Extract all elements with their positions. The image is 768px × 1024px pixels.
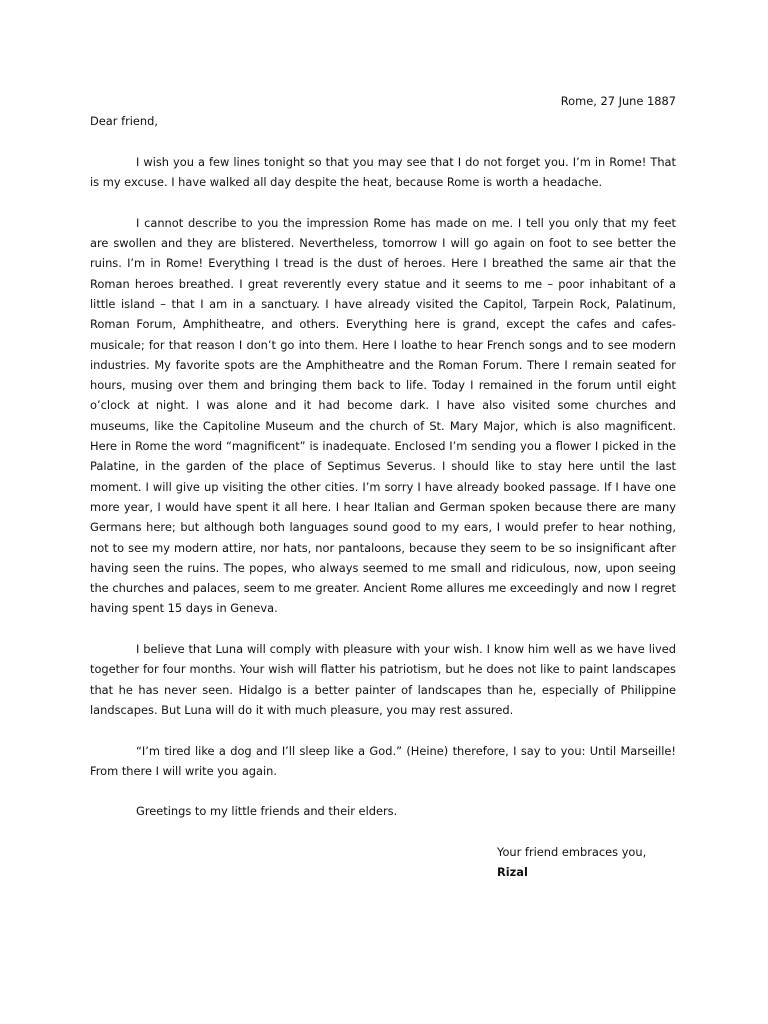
letter-paragraph-4: “I’m tired like a dog and I’ll sleep like a God.” (Heine) therefore, I say to you: Until Marseille! From there I will write you again. bbox=[90, 743, 676, 778]
letter-signature: Rizal bbox=[497, 865, 528, 880]
letter-paragraph-5: Greetings to my little friends and their elders. bbox=[136, 804, 398, 819]
letter-date: Rome, 27 June 1887 bbox=[560, 94, 676, 108]
letter-paragraph-2: I cannot describe to you the impression Rome has made on me. I tell you only that my feet are swollen and they are blistered. Nevertheless, tomorrow I will go again on foot to see better the ruins. I’m in Rome! Everything I tread is the dust of heroes. Here I breathed the same air that the Roman heroes breathed. I great reverently every statue and it seems to me – poor inhabitant of a little island – that I am in a sanctuary. I have already visited the Capitol, Tarpein Rock, Palatinum, Roman Forum, Amphitheatre, and others. Everything here is grand, except the cafes and cafes-musicale; for that reason I don’t go into them. Here I loathe to hear French songs and to see modern industries. My favorite spots are the Amphitheatre and the Roman Forum. There I remain seated for hours, musing over them and bringing them back to life. Today I remained in the forum until eight o’clock at night. I was alone and it had become dark. I have also visited some churches and museums, like the Capitoline Museum and the church of St. Mary Major, which is also magnificent. Here in Rome the word “magnificent” is inadequate. Enclosed I’m sending you a flower I picked in the Palatine, in the garden of the place of Septimus Severus. I should like to stay here until the last moment. I will give up visiting the other cities. I’m sorry I have already booked passage. If I have one more year, I would have spent it all here. I hear Italian and German spoken because there are many Germans here; but although both languages sound good to my ears, I would prefer to hear nothing, not to see my modern attire, nor hats, nor pantaloons, because they seem to be so insignificant after having seen the ruins. The popes, who always seemed to me small and ridiculous, now, upon seeing the churches and palaces, seem to me greater. Ancient Rome allures me exceedingly and now I regret having spent 15 days in Geneva. bbox=[90, 215, 676, 616]
letter-salutation: Dear friend, bbox=[90, 114, 158, 129]
letter-paragraph-3: I believe that Luna will comply with pleasure with your wish. I know him well as we have lived together for four months. Your wish will flatter his patriotism, but he does not like to paint landscapes that he has never seen. Hidalgo is a better painter of landscapes than he, especially of Philippine landscapes. But Luna will do it with much pleasure, you may rest assured. bbox=[90, 642, 676, 717]
letter-page bbox=[90, 91, 676, 883]
letter-paragraph-1: I wish you a few lines tonight so that you may see that I do not forget you. I’m in Rome! That is my excuse. I have walked all day despite the heat, because Rome is worth a headache. bbox=[90, 154, 676, 190]
letter-closing: Your friend embraces you, bbox=[497, 844, 647, 859]
